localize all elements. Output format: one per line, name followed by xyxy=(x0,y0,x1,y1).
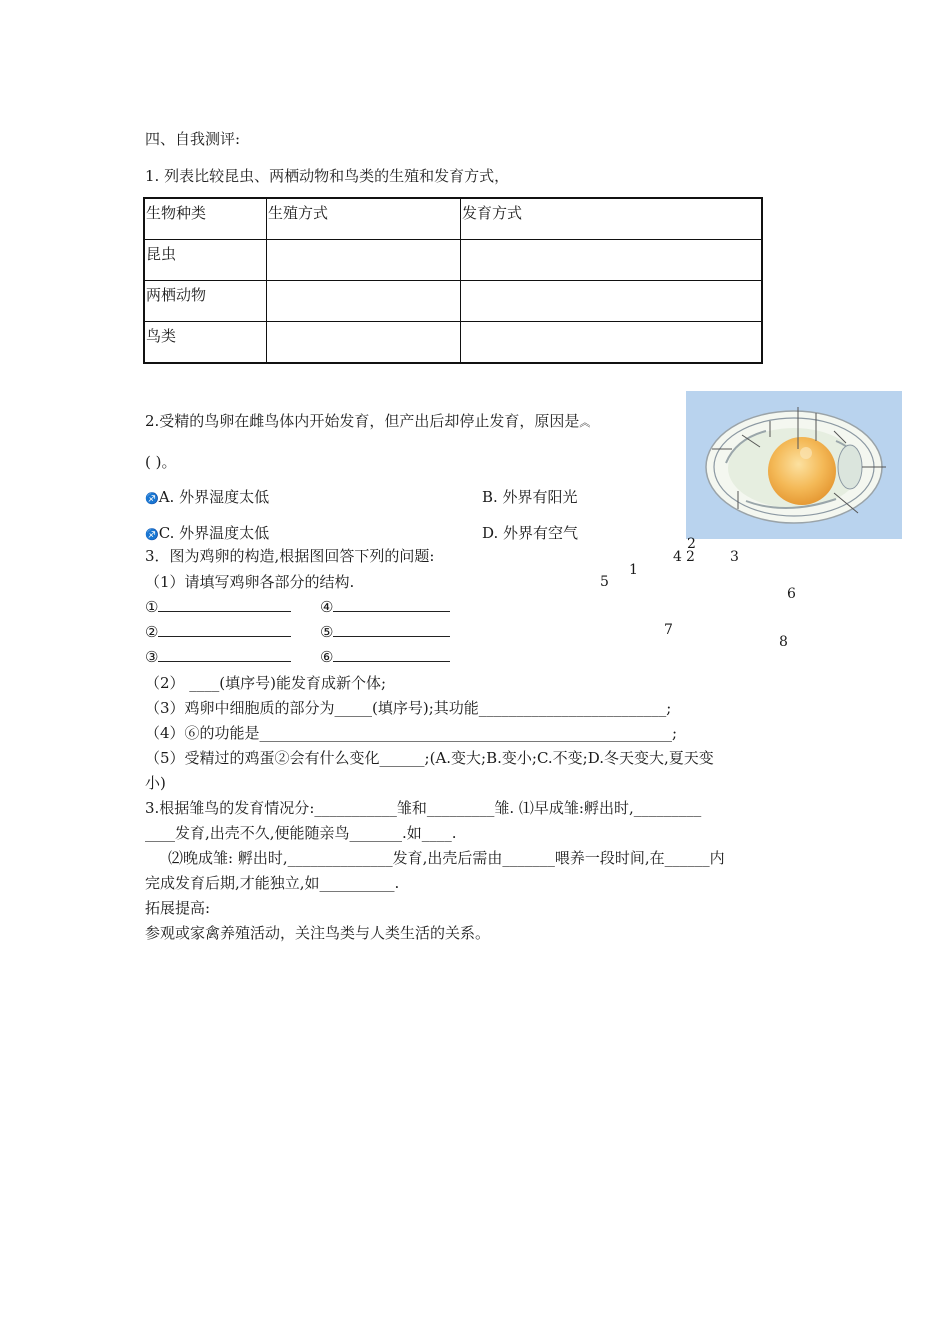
development-line-1: 3.根据雏鸟的发育情况分:___________雏和_________雏. ⑴早成雏:孵出时,_________ xyxy=(145,799,702,817)
section-title: 四、自我测评: xyxy=(145,130,241,148)
caret-icon: ︽ xyxy=(579,416,591,429)
bullet-icon: ♐ xyxy=(145,528,159,541)
table-header-cell: 生殖方式 xyxy=(267,198,461,240)
egg-illustration xyxy=(686,391,902,539)
table-header-cell: 发育方式 xyxy=(461,198,763,240)
table-row xyxy=(144,322,762,364)
option-b: B. 外界有阳光 xyxy=(482,488,578,506)
table-cell: 鸟类 xyxy=(144,322,267,364)
question-2-bracket: ( )。 xyxy=(145,453,177,471)
question-3-part-1: （1）请填写鸡卵各部分的结构. xyxy=(145,573,355,591)
table-cell xyxy=(461,281,763,322)
answer-slot-4: ④ xyxy=(320,597,450,616)
option-a: ♐A. 外界湿度太低 xyxy=(145,488,270,506)
question-3-part-5-cont: 小) xyxy=(145,774,166,792)
option-c: ♐C. 外界温度太低 xyxy=(145,524,270,542)
answer-slot-3: ③ xyxy=(145,647,291,666)
label-3: 3 xyxy=(730,549,739,565)
question-3-part-5: （5）受精过的鸡蛋②会有什么变化______;(A.变大;B.变小;C.不变;D.冬天变大,夏天变 xyxy=(145,749,714,767)
table-row xyxy=(144,281,762,322)
table-cell xyxy=(267,281,461,322)
blank-line xyxy=(158,622,291,637)
comparison-table xyxy=(143,197,763,364)
label-1: 1 xyxy=(629,562,638,578)
blank-line xyxy=(333,597,450,612)
answer-slot-2: ② xyxy=(145,622,291,641)
question-1-text: 1. 列表比较昆虫、两栖动物和鸟类的生殖和发育方式， xyxy=(145,167,510,185)
blank-line xyxy=(333,647,450,662)
option-d: D. 外界有空气 xyxy=(482,524,579,542)
label-2: 2 xyxy=(687,536,696,552)
table-row xyxy=(144,240,762,281)
label-4: 4 xyxy=(673,549,682,565)
table-cell: 昆虫 xyxy=(144,240,267,281)
development-line-2: ____发育,出壳不久,便能随亲鸟_______.如____. xyxy=(145,824,457,842)
extension-text: 参观或家禽养殖活动，关注鸟类与人类生活的关系。 xyxy=(145,924,491,942)
label-8: 8 xyxy=(779,634,788,650)
question-3-intro: 3．图为鸡卵的构造,根据图回答下列的问题: xyxy=(145,547,435,565)
blank-line xyxy=(158,597,291,612)
egg-diagram xyxy=(686,391,902,565)
table-cell xyxy=(461,240,763,281)
development-line-3: ⑵晚成雏: 孵出时,______________发育,出壳后需由_______喂养一段时间,在______内 xyxy=(168,849,725,867)
extension-title: 拓展提高: xyxy=(145,899,211,917)
development-line-4: 完成发育后期,才能独立,如__________. xyxy=(145,874,400,892)
label-2: 2 xyxy=(686,549,695,565)
label-7: 7 xyxy=(664,622,673,638)
answer-slot-5: ⑤ xyxy=(320,622,450,641)
blank-line xyxy=(158,647,291,662)
table-cell xyxy=(267,322,461,364)
answer-slot-6: ⑥ xyxy=(320,647,450,666)
table-cell xyxy=(461,322,763,364)
table-cell xyxy=(267,240,461,281)
table-cell: 两栖动物 xyxy=(144,281,267,322)
question-3-part-2: （2） ____(填序号)能发育成新个体; xyxy=(145,674,387,692)
table-header-cell: 生物种类 xyxy=(144,198,267,240)
question-3-part-3: （3）鸡卵中细胞质的部分为_____(填序号);其功能_________________________; xyxy=(145,699,672,717)
blank-line xyxy=(333,622,450,637)
label-6: 6 xyxy=(787,586,796,602)
bullet-icon: ♐ xyxy=(145,492,159,505)
answer-slot-1: ① xyxy=(145,597,291,616)
question-3-part-4: （4）⑥的功能是_______________________________________________________; xyxy=(145,724,678,742)
table-header-row xyxy=(144,198,762,240)
question-2-text: 2.受精的鸟卵在雌鸟体内开始发育，但产出后却停止发育，原因是︽ xyxy=(145,412,591,430)
label-5: 5 xyxy=(600,574,609,590)
